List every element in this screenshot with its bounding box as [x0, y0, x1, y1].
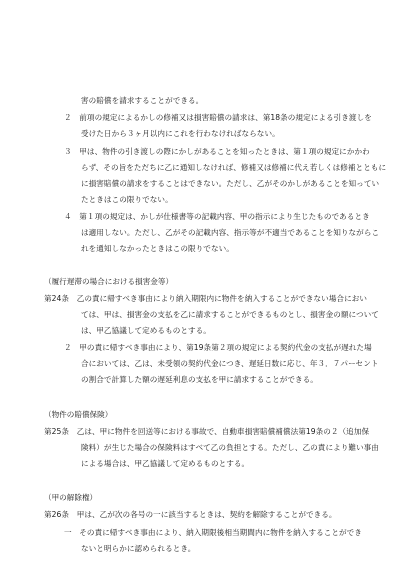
art25-line2: 険料）が生じた場合の保険料はすべて乙の負担とする。ただし、乙の責により難い事由	[81, 443, 379, 452]
art23-para4-line1: ４ 第１項の規定は、かしが仕様書等の記載内容、甲の指示により生じたものであるとき	[64, 212, 370, 221]
art26-line1: 第26条 甲は、乙が次の各号の一に該当するときは、契約を解除することができる。	[44, 510, 337, 519]
art26-item1-line1: 一 その責に帰すべき事由により、納入期限後相当期間内に物件を納入することができ	[64, 528, 362, 537]
art24-line1: 第24条 乙の責に帰すべき事由により納入期限内に物件を納入することができない場合におい	[44, 294, 367, 303]
art23-para3-line4: たときはこの限りでない。	[81, 195, 173, 204]
art23-para3-line2: らず、その旨をただちに乙に通知しなければ、修補又は修補に代え若しくは修補とともに	[81, 163, 387, 172]
art24-para2-line3: の割合で計算した額の遅延利息の支払を甲に請求することができる。	[81, 375, 318, 384]
art24-para2-line2: 合においては、乙は、未受領の契約代金につき、遅延日数に応じ、年３．７パーセント	[81, 359, 379, 368]
art26-item1-line2: ないと明らかに認められるとき。	[81, 544, 196, 553]
art25-heading: （物件の賠償保険）	[44, 410, 113, 419]
art24-line3: は、甲乙協議して定めるものとする。	[81, 326, 211, 335]
art23-para1-continuation: 害の賠償を請求することができる。	[81, 96, 204, 105]
art25-line3: による場合は、甲乙協議して定めるものとする。	[81, 459, 250, 468]
art24-line2: ては、甲は、損害金の支払を乙に請求することができるものとし、損害金の額について	[81, 310, 379, 319]
art24-heading: （履行遅滞の場合における損害金等）	[44, 277, 174, 286]
art23-para2-line1: ２ 前項の規定によるかしの修補又は損害賠償の請求は、第18条の規定による引き渡しを	[64, 113, 372, 122]
art23-para3-line3: に損害賠償の請求をすることはできない。ただし、乙がそのかしがあることを知ってい	[81, 179, 380, 188]
art23-para2-line2: 受けた日から３ヶ月以内にこれを行わなければならない。	[81, 129, 280, 138]
art25-line1: 第25条 乙は、甲に物件を回送等における事故で、自動車損害賠償補償法第19条の２（追加保	[44, 427, 370, 436]
art23-para4-line3: れを通知しなかったときはこの限りでない。	[81, 244, 234, 253]
art23-para4-line2: は適用しない。ただし、乙がその記載内容、指示等が不適当であることを知りながらこ	[81, 228, 380, 237]
art26-heading: （甲の解除権）	[44, 493, 98, 502]
art24-para2-line1: ２ 甲の責に帰すべき事由により、第19条第２項の規定による契約代金の支払が遅れた場	[64, 343, 372, 352]
art23-para3-line1: ３ 甲は、物件の引き渡しの際にかしがあることを知ったときは、第１項の規定にかかわ	[64, 147, 370, 156]
